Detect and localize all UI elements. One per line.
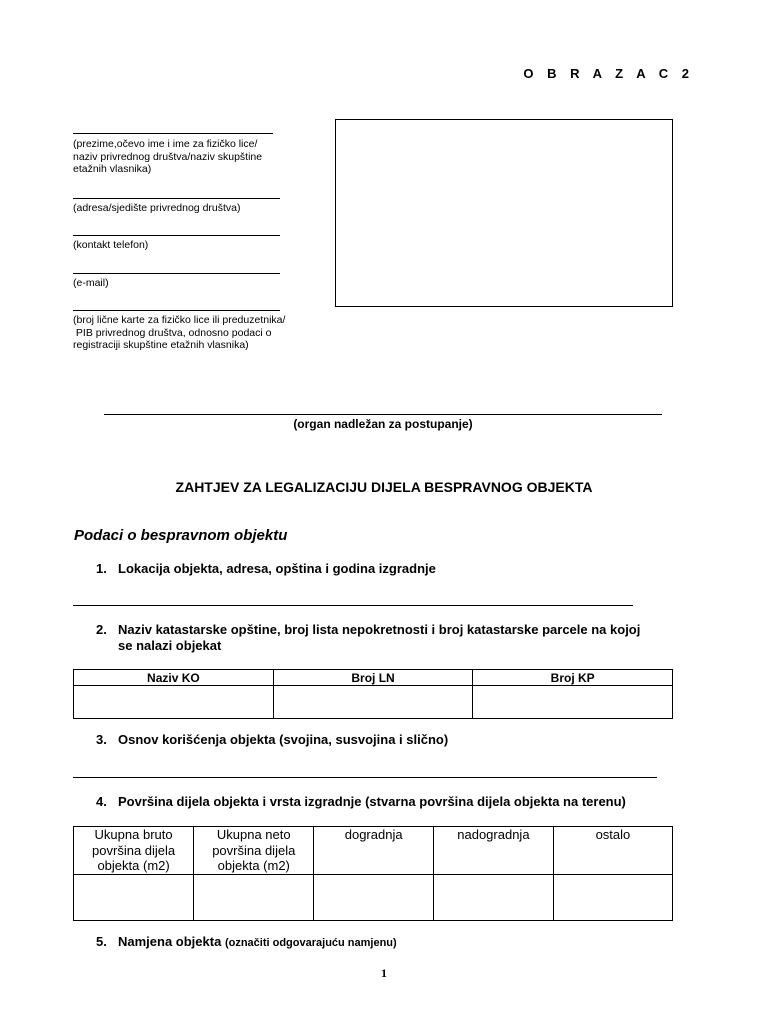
question-text: Naziv katastarske opštine, broj lista nepokretnosti i broj katastarske parcele na kojoj se nalazi objekat — [118, 622, 641, 653]
id-label: (broj lične karte za fizičko lice ili preduzetnika/ PIB privrednog društva, odnosno podaci o registraciji skupštine etažnih vlasnika) — [73, 314, 286, 351]
section-title: Podaci o bespravnom objektu — [74, 527, 288, 544]
question-text: Površina dijela objekta i vrsta izgradnje (stvarna površina dijela objekta na terenu) — [118, 794, 626, 809]
question-1 — [96, 561, 696, 577]
email-label: (e-mail) — [73, 277, 109, 289]
question-3 — [96, 732, 696, 748]
question-text-wrap — [118, 934, 397, 951]
ln-input-cell[interactable] — [273, 686, 473, 719]
net-area-input-cell[interactable] — [194, 874, 314, 920]
form-code: O B R A Z A C 2 — [523, 66, 694, 81]
table-header-cell: Ukupna neto površina dijela objekta (m2) — [194, 827, 314, 875]
id-line[interactable] — [73, 310, 280, 311]
page-number: 1 — [381, 966, 387, 980]
address-label: (adresa/sjedište privrednog društva) — [73, 202, 241, 214]
question-number: 1. — [96, 561, 107, 576]
address-line[interactable] — [73, 198, 280, 199]
area-table — [73, 826, 673, 921]
question-text: Lokacija objekta, adresa, opština i godina izgradnje — [118, 561, 436, 576]
question-number: 5. — [96, 934, 107, 949]
question-text: Osnov korišćenja objekta (svojina, susvojina i slično) — [118, 732, 449, 747]
question-number: 2. — [96, 622, 107, 637]
parcel-table — [73, 669, 673, 719]
question-number: 4. — [96, 794, 107, 809]
email-line[interactable] — [73, 273, 280, 274]
organ-line[interactable] — [104, 414, 662, 415]
table-header-cell: Broj LN — [273, 670, 473, 686]
extension-input-cell[interactable] — [314, 874, 434, 920]
applicant-name-line[interactable] — [73, 133, 273, 134]
location-answer-line[interactable] — [73, 605, 633, 606]
question-number: 3. — [96, 732, 107, 747]
table-header-cell: Broj KP — [473, 670, 673, 686]
table-header-cell: Naziv KO — [74, 670, 274, 686]
question-2 — [96, 622, 716, 654]
form-title: ZAHTJEV ZA LEGALIZACIJU DIJELA BESPRAVNOG OBJEKTA — [175, 479, 593, 495]
upgrade-input-cell[interactable] — [433, 874, 553, 920]
phone-line[interactable] — [73, 235, 280, 236]
table-header-cell: Ukupna bruto površina dijela objekta (m2) — [74, 827, 194, 875]
question-note: (označiti odgovarajuću namjenu) — [224, 937, 397, 949]
question-4 — [96, 794, 716, 810]
other-input-cell[interactable] — [553, 874, 672, 920]
ko-input-cell[interactable] — [74, 686, 274, 719]
organ-label: (organ nadležan za postupanje) — [293, 417, 473, 431]
usage-answer-line[interactable] — [73, 777, 657, 778]
phone-label: (kontakt telefon) — [73, 239, 149, 251]
table-header-cell: ostalo — [553, 827, 672, 875]
kp-input-cell[interactable] — [473, 686, 673, 719]
question-text: Namjena objekta — [118, 934, 222, 949]
table-header-cell: nadogradnja — [433, 827, 553, 875]
applicant-name-label: (prezime,očevo ime i ime za fizičko lice/ naziv privrednog društva/naziv skupštine etažnih vlasnika) — [73, 138, 263, 175]
table-header-cell: dogradnja — [314, 827, 434, 875]
question-5 — [96, 934, 716, 950]
stamp-box — [335, 119, 673, 307]
gross-area-input-cell[interactable] — [74, 874, 194, 920]
